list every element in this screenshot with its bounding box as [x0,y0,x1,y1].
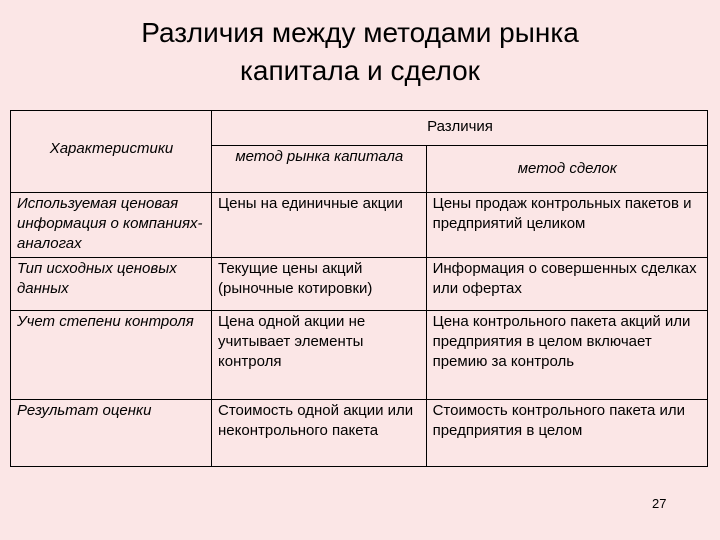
row-characteristic: Используемая ценовая информация о компаниях-аналогах [11,193,212,258]
slide-title [0,14,720,90]
header-method-capital: метод рынка капитала [212,146,427,193]
page-number: 27 [652,496,667,511]
table-row [11,193,708,258]
row-capital-market-value: Текущие цены акций (рыночные котировки) [212,258,427,311]
header-row-1 [11,111,708,146]
row-deals-value: Информация о совершенных сделках или офертах [426,258,707,311]
row-deals-value: Цена контрольного пакета акций или предприятия в целом включает премию за контроль [426,311,707,400]
header-characteristics: Характеристики [11,111,212,193]
row-characteristic: Тип исходных ценовых данных [11,258,212,311]
slide-title-line-2: капитала и сделок [240,55,480,86]
header-method-deals: метод сделок [426,146,707,193]
row-deals-value: Стоимость контрольного пакета или предприятия в целом [426,400,707,467]
row-deals-value: Цены продаж контрольных пакетов и предприятий целиком [426,193,707,258]
row-characteristic: Результат оценки [11,400,212,467]
header-differences: Различия [212,111,708,146]
row-capital-market-value: Цены на единичные акции [212,193,427,258]
comparison-table [10,110,708,467]
row-capital-market-value: Цена одной акции не учитывает элементы контроля [212,311,427,400]
slide-title-line-1: Различия между методами рынка [141,17,579,48]
table-row [11,400,708,467]
table-row [11,311,708,400]
row-capital-market-value: Стоимость одной акции или неконтрольного пакета [212,400,427,467]
table-row [11,258,708,311]
row-characteristic: Учет степени контроля [11,311,212,400]
